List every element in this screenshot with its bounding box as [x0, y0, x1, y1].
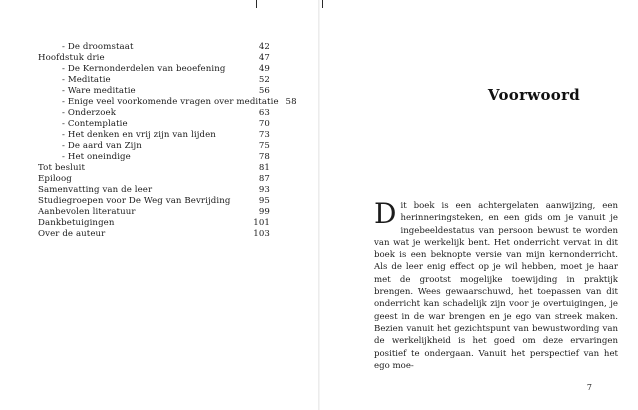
toc-entry	[38, 97, 297, 108]
toc-entry-title: Hoofdstuk drie	[38, 53, 105, 63]
foreword-paragraph	[374, 197, 618, 372]
toc-entry	[38, 64, 270, 75]
toc-entry	[38, 229, 270, 240]
toc-entry	[38, 185, 270, 196]
toc-entry-title: Studiegroepen voor De Weg van Bevrijding	[38, 196, 231, 206]
toc-entry-title: Over de auteur	[38, 229, 106, 239]
page-number: 7	[586, 383, 592, 392]
toc-entry-page: 70	[258, 119, 270, 129]
toc-entry-title: Dankbetuigingen	[38, 218, 115, 228]
toc-entry-title: - Het denken en vrij zijn van lijden	[38, 130, 216, 141]
foreword-text: it boek is een achtergelaten aanwijzing, een herinneringsteken, en een gids om je vanuit je ingebeeldestatus van persoon bewust te worden van wat je werkelijk bent. Het onderricht vervat in dit boek is een beknopte versie van mijn kernonderricht. Als de leer enig effect op je wil hebben, moet je haar met de grootst mogelijke toewijding in praktijk brengen. Wees gewaarschuwd, het toepassen van dit onderricht kan schadelijk zijn voor je overtuigingen, je geest in de war brengen en je ego van streek maken. Bezien vanuit het gezichtspunt van bewustwording van de werkelijkheid is het goed om deze ervaringen positief te ondergaan. Vanuit het perspectief van het ego moe-	[374, 201, 618, 371]
toc-entry-page: 99	[258, 207, 270, 217]
toc-entry-page: 81	[258, 163, 270, 173]
toc-entry-page: 73	[258, 130, 270, 140]
toc-entry-page: 75	[258, 141, 270, 151]
table-of-contents	[38, 42, 297, 240]
toc-entry	[38, 86, 270, 97]
toc-entry-page: 56	[258, 86, 270, 96]
drop-cap: D	[374, 197, 397, 230]
toc-entry-title: - Meditatie	[38, 75, 111, 86]
toc-entry-page: 93	[258, 185, 270, 195]
toc-entry	[38, 141, 270, 152]
toc-entry	[38, 152, 270, 163]
toc-entry-title: - Onderzoek	[38, 108, 116, 119]
page-edge-mark	[322, 0, 323, 8]
toc-entry-title: Tot besluit	[38, 163, 86, 173]
toc-entry-page: 58	[285, 97, 297, 107]
toc-entry	[38, 218, 270, 229]
toc-entry-page: 95	[258, 196, 270, 206]
toc-entry-page: 78	[258, 152, 270, 162]
toc-entry	[38, 196, 270, 207]
page-edge-mark	[256, 0, 257, 8]
toc-entry-page: 103	[253, 229, 270, 239]
toc-entry-title: - Enige veel voorkomende vragen over meditatie	[38, 97, 279, 108]
toc-entry-title: - Contemplatie	[38, 119, 128, 130]
left-page	[0, 0, 318, 410]
toc-entry	[38, 108, 270, 119]
toc-entry-title: Samenvatting van de leer	[38, 185, 153, 195]
toc-entry-page: 87	[258, 174, 270, 184]
toc-entry-page: 42	[258, 42, 270, 52]
toc-entry	[38, 42, 270, 53]
toc-entry	[38, 174, 270, 185]
toc-entry	[38, 119, 270, 130]
toc-entry-page: 63	[258, 108, 270, 118]
toc-entry-title: Aanbevolen literatuur	[38, 207, 136, 217]
toc-entry	[38, 53, 270, 64]
toc-entry-page: 49	[258, 64, 270, 74]
toc-entry-title: - Het oneindige	[38, 152, 131, 163]
toc-entry-title: - Ware meditatie	[38, 86, 136, 97]
chapter-heading: Voorwoord	[487, 86, 581, 104]
toc-entry-title: - De droomstaat	[38, 42, 134, 53]
toc-entry-page: 52	[258, 75, 270, 85]
toc-entry-title: Epiloog	[38, 174, 72, 184]
toc-entry	[38, 75, 270, 86]
right-page	[320, 0, 638, 410]
toc-entry	[38, 207, 270, 218]
toc-entry-title: - De Kernonderdelen van beoefening	[38, 64, 225, 75]
toc-entry-title: - De aard van Zijn	[38, 141, 142, 152]
toc-entry	[38, 130, 270, 141]
toc-entry-page: 47	[258, 53, 270, 63]
toc-entry	[38, 163, 270, 174]
toc-entry-page: 101	[253, 218, 270, 228]
